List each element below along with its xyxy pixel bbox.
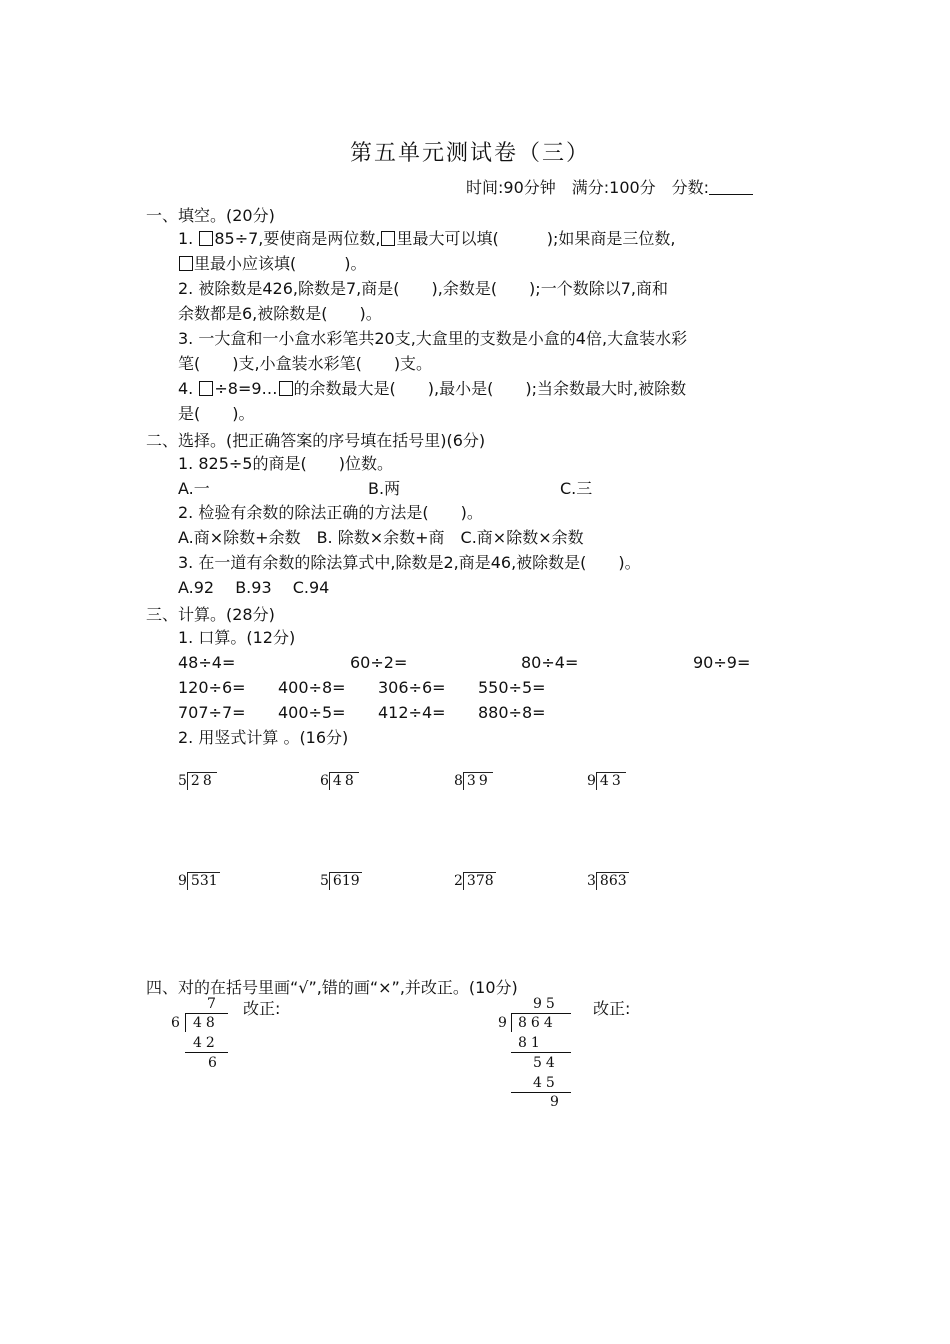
s1-q1-text-b: 里最大可以填( );如果商是三位数, <box>396 229 676 248</box>
s1-q2-line1: 2. 被除数是426,除数是7,商是( ),余数是( );一个数除以7,商和 <box>178 279 668 298</box>
section-2-heading: 二、选择。(把正确答案的序号填在括号里)(6分) <box>146 431 486 450</box>
oral-calc-item: 400÷5= <box>278 703 346 722</box>
dividend: 863 <box>596 872 629 890</box>
s1-q1-num: 1. <box>178 229 199 248</box>
oral-calc-item: 120÷6= <box>178 678 246 697</box>
s1-q4-text-a: ÷8=9… <box>214 379 278 398</box>
divisor: 6 <box>320 773 329 789</box>
worked-product: 42 <box>193 1035 219 1051</box>
worked-product: 45 <box>533 1075 559 1091</box>
worked-remainder: 9 <box>550 1094 563 1110</box>
section-4-heading: 四、对的在括号里画“√”,错的画“×”,并改正。(10分) <box>146 978 518 997</box>
worked-quotient: 95 <box>533 996 559 1012</box>
correction-label: 改正: <box>243 999 281 1018</box>
section-1-heading: 一、填空。(20分) <box>146 206 275 225</box>
s3-sub1: 1. 口算。(12分) <box>178 628 296 647</box>
division-bracket <box>511 1014 512 1032</box>
oral-calc-item: 306÷6= <box>378 678 446 697</box>
oral-calc-item: 90÷9= <box>693 653 751 672</box>
divisor: 8 <box>454 773 463 789</box>
worked-dividend: 864 <box>518 1015 557 1031</box>
s1-q4-text-b: 的余数最大是( ),最小是( );当余数最大时,被除数 <box>293 379 687 398</box>
s2-q3-options: A.92 B.93 C.94 <box>178 578 330 597</box>
dividend: 43 <box>596 772 626 790</box>
dividend: 531 <box>187 872 220 890</box>
s1-q1-text-a: 85÷7,要使商是两位数, <box>214 229 381 248</box>
subtraction-line <box>511 1092 571 1093</box>
s1-q1-line1 <box>178 228 675 250</box>
worked-dividend: 48 <box>193 1015 219 1031</box>
oral-calc-item: 80÷4= <box>521 653 579 672</box>
oral-calc-item: 707÷7= <box>178 703 246 722</box>
correction-label: 改正: <box>593 999 631 1018</box>
divisor: 5 <box>178 773 187 789</box>
page-title: 第五单元测试卷（三） <box>350 141 591 166</box>
s1-q1-text-c: 里最小应该填( )。 <box>194 254 367 273</box>
worked-quotient: 7 <box>207 996 220 1012</box>
s1-q4-line1 <box>178 378 686 400</box>
division-bar <box>511 1013 571 1014</box>
divisor: 2 <box>454 873 463 889</box>
dividend: 48 <box>329 772 359 790</box>
worked-divisor: 9 <box>498 1015 511 1031</box>
long-division-problem <box>587 772 626 790</box>
oral-calc-item: 550÷5= <box>478 678 546 697</box>
long-division-problem <box>587 872 629 890</box>
division-bar <box>185 1013 228 1014</box>
worked-divisor: 6 <box>171 1015 184 1031</box>
divisor: 9 <box>587 773 596 789</box>
blank-box-icon <box>179 256 193 271</box>
oral-calc-item: 880÷8= <box>478 703 546 722</box>
subtraction-line <box>185 1052 228 1053</box>
long-division-problem <box>454 772 493 790</box>
dividend: 619 <box>329 872 362 890</box>
worked-remainder: 6 <box>208 1055 221 1071</box>
dividend: 28 <box>187 772 217 790</box>
dividend: 39 <box>463 772 493 790</box>
s3-sub2: 2. 用竖式计算 。(16分) <box>178 728 349 747</box>
s1-q3-line2: 笔( )支,小盒装水彩笔( )支。 <box>178 354 433 373</box>
s2-q2: 2. 检验有余数的除法正确的方法是( )。 <box>178 503 483 522</box>
worked-step: 54 <box>533 1055 559 1071</box>
s2-q1-option-c: C.三 <box>560 479 593 498</box>
long-division-problem <box>178 772 217 790</box>
dividend: 378 <box>463 872 496 890</box>
s2-q3: 3. 在一道有余数的除法算式中,除数是2,商是46,被除数是( )。 <box>178 553 641 572</box>
s1-q4-line2: 是( )。 <box>178 404 255 423</box>
blank-box-icon <box>381 231 395 246</box>
oral-calc-item: 412÷4= <box>378 703 446 722</box>
divisor: 9 <box>178 873 187 889</box>
long-division-problem <box>320 772 359 790</box>
exam-info <box>466 177 753 199</box>
s1-q1-line2 <box>178 253 367 275</box>
division-bracket <box>185 1014 186 1032</box>
s2-q2-options: A.商×除数+余数 B. 除数×余数+商 C.商×除数×余数 <box>178 528 584 547</box>
score-blank[interactable] <box>709 180 753 195</box>
s1-q3-line1: 3. 一大盒和一小盒水彩笔共20支,大盒里的支数是小盒的4倍,大盒装水彩 <box>178 329 688 348</box>
section-3-heading: 三、计算。(28分) <box>146 605 275 624</box>
s1-q4-num: 4. <box>178 379 199 398</box>
long-division-problem <box>320 872 362 890</box>
oral-calc-item: 60÷2= <box>350 653 408 672</box>
oral-calc-item: 48÷4= <box>178 653 236 672</box>
oral-calc-item: 400÷8= <box>278 678 346 697</box>
blank-box-icon <box>199 231 213 246</box>
s1-q2-line2: 余数都是6,被除数是( )。 <box>178 304 382 323</box>
blank-box-icon <box>199 381 213 396</box>
s2-q1-option-a: A.一 <box>178 479 210 498</box>
s2-q1-option-b: B.两 <box>368 479 401 498</box>
s2-q1: 1. 825÷5的商是( )位数。 <box>178 454 393 473</box>
blank-box-icon <box>279 381 293 396</box>
divisor: 3 <box>587 873 596 889</box>
subtraction-line <box>511 1052 571 1053</box>
long-division-problem <box>454 872 496 890</box>
exam-info-text: 时间:90分钟 满分:100分 分数: <box>466 178 710 197</box>
worked-product: 81 <box>518 1035 544 1051</box>
divisor: 5 <box>320 873 329 889</box>
long-division-problem <box>178 872 220 890</box>
